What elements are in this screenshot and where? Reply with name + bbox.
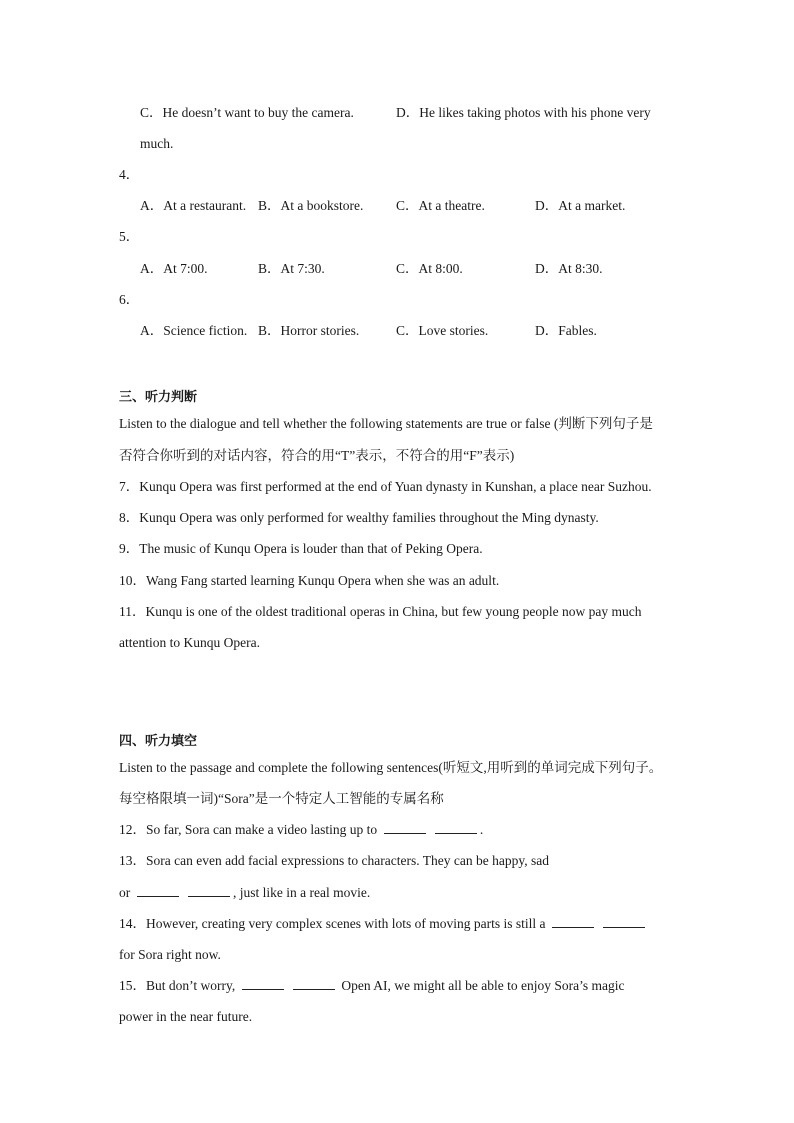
question-15-text: 15．But don’t worry, [119,978,236,993]
q5-option-d: D．At 8:30. [535,261,603,276]
q4-option-c: C．At a theatre. [396,198,485,213]
question-10: 10．Wang Fang started learning Kunqu Opera when she was an adult. [119,573,500,588]
q3-option-c: C．He doesn’t want to buy the camera. [140,105,354,120]
section-3-heading: 三、听力判断 [119,390,198,405]
question-12 [119,822,483,838]
q5-option-c: C．At 8:00. [396,261,463,276]
answer-blank[interactable] [137,885,179,897]
section-3-instruction-line-2: 否符合你听到的对话内容，符合的用“T”表示，不符合的用“F”表示) [119,448,515,463]
question-12-text: 12．So far, Sora can make a video lasting up to [119,822,378,837]
q3-option-d: D．He likes taking photos with his phone very [396,105,651,120]
q3-option-d-cont: much. [140,136,174,151]
section-4-heading: 四、听力填空 [119,734,198,749]
q4-option-b: B．At a bookstore. [258,198,364,213]
answer-blank[interactable] [384,822,426,834]
answer-blank[interactable] [552,916,594,928]
q4-option-d: D．At a market. [535,198,626,213]
answer-blank[interactable] [293,978,335,990]
question-15-rest: Open AI, we might all be able to enjoy Sora’s magic [341,978,625,993]
answer-blank[interactable] [435,822,477,834]
answer-blank[interactable] [188,885,230,897]
question-13-end: , just like in a real movie. [233,885,371,900]
q6-option-c: C．Love stories. [396,323,489,338]
q6-option-a: A．Science fiction. [140,323,248,338]
question-14-text: 14．However, creating very complex scenes with lots of moving parts is still a [119,916,546,931]
q5-option-b: B．At 7:30. [258,261,325,276]
q6-number: 6． [119,292,140,307]
q5-number: 5． [119,229,140,244]
question-14-line-1 [119,916,648,932]
q4-number: 4． [119,167,140,182]
q6-option-d: D．Fables. [535,323,597,338]
question-8: 8．Kunqu Opera was only performed for wealthy families throughout the Ming dynasty. [119,510,599,525]
question-11-line-2: attention to Kunqu Opera. [119,635,260,650]
answer-blank[interactable] [603,916,645,928]
answer-blank[interactable] [242,978,284,990]
q4-option-a: A．At a restaurant. [140,198,247,213]
question-12-end: . [479,822,484,837]
question-13-or: or [119,885,131,900]
question-7: 7．Kunqu Opera was first performed at the end of Yuan dynasty in Kunshan, a place near Suzhou. [119,479,652,494]
question-9: 9．The music of Kunqu Opera is louder than that of Peking Opera. [119,541,483,556]
section-3-instruction-line-1: Listen to the dialogue and tell whether the following statements are true or false (判断下列句子是 [119,416,653,431]
question-11-line-1: 11．Kunqu is one of the oldest traditional operas in China, but few young people now pay much [119,604,642,619]
q5-option-a: A．At 7:00. [140,261,208,276]
section-4-instruction-line-1: Listen to the passage and complete the following sentences(听短文,用听到的单词完成下列句子。 [119,760,663,775]
question-15-line-1 [119,978,624,994]
question-14-line-2: for Sora right now. [119,947,221,962]
question-13-line-2 [119,885,370,901]
question-13-line-1: 13．Sora can even add facial expressions to characters. They can be happy, sad [119,853,549,868]
section-4-instruction-line-2: 每空格限填一词)“Sora”是一个特定人工智能的专属名称 [119,791,444,806]
q6-option-b: B．Horror stories. [258,323,360,338]
question-15-line-2: power in the near future. [119,1009,253,1024]
